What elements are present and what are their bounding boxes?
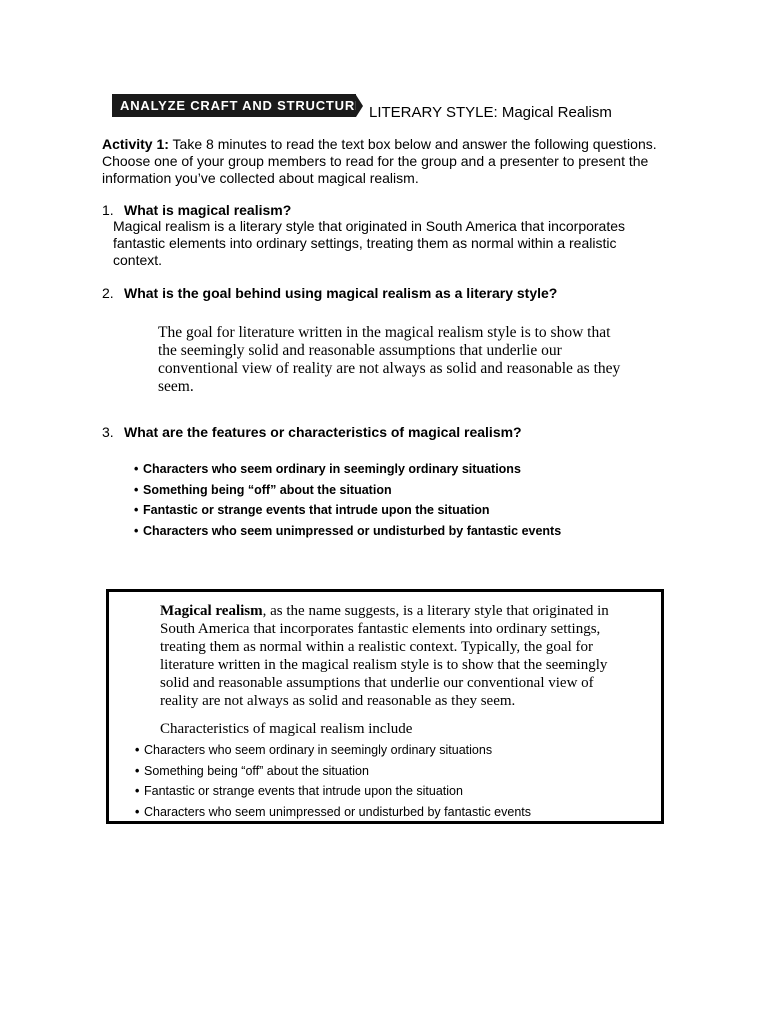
reading-text-box: [106, 589, 664, 824]
text-box-list: [135, 741, 531, 823]
bullet-icon: •: [135, 804, 140, 819]
section-banner: [112, 94, 612, 121]
page-title: LITERARY STYLE: Magical Realism: [369, 104, 612, 121]
question-text: What is magical realism?: [124, 202, 292, 218]
bullet-icon: •: [134, 523, 139, 538]
list-item: • Fantastic or strange events that intrude upon the situation: [134, 503, 490, 517]
bullet-icon: •: [135, 743, 140, 757]
banner-label: ANALYZE CRAFT AND STRUCTURE: [112, 94, 356, 117]
list-item: • Characters who seem unimpressed or undisturbed by fantastic events: [135, 804, 531, 819]
activity-instructions: [102, 136, 662, 187]
list-item: • Characters who seem unimpressed or undisturbed by fantastic events: [134, 523, 562, 538]
question-number: 3.: [102, 424, 114, 440]
question-3: [102, 424, 522, 441]
question-text: What are the features or characteristics of magical realism?: [124, 424, 522, 440]
activity-label: Activity 1:: [102, 136, 169, 152]
question-number: 1.: [102, 202, 114, 218]
answer-1: Magical realism is a literary style that originated in South America that incorporates fantastic elements into ordinary settings, treating them as normal within a realistic context.: [113, 218, 626, 268]
text-box-paragraph: Magical realism, as the name suggests, is a literary style that originated in South America that incorporates fantastic elements into ordinary settings, treating them as normal within a realistic context. Typically, the goal for literature written in the magical realism style is to show that the seemingly solid and reasonable assumptions that underlie our conventional view of reality are not always as solid and reasonable as they seem.: [160, 603, 609, 709]
bullet-icon: •: [135, 763, 140, 778]
list-item: • Fantastic or strange events that intrude upon the situation: [135, 784, 463, 798]
question-text: What is the goal behind using magical realism as a literary style?: [124, 285, 558, 301]
question-number: 2.: [102, 285, 114, 301]
bullet-icon: •: [134, 482, 139, 497]
answer-3-list: [134, 460, 561, 542]
bullet-icon: •: [135, 784, 140, 798]
list-item: • Characters who seem ordinary in seemingly ordinary situations: [135, 743, 493, 757]
bullet-icon: •: [134, 462, 139, 476]
text-box-term: Magical realism: [160, 603, 263, 619]
question-1: [102, 202, 291, 219]
question-2: [102, 285, 557, 302]
activity-text: Take 8 minutes to read the text box below and answer the following questions. Choose one of your group members to read for the group and a presenter to present the information you’ve collected about magical realism.: [102, 136, 657, 186]
text-box-subheading: Characteristics of magical realism include: [160, 721, 413, 737]
answer-2: The goal for literature written in the magical realism style is to show that the seemingly solid and reasonable assumptions that underlie our conventional view of reality are not always as solid and reasonable as they seem.: [158, 324, 621, 395]
list-item: • Characters who seem ordinary in seemingly ordinary situations: [134, 462, 521, 476]
list-item: • Something being “off” about the situation: [135, 763, 369, 778]
bullet-icon: •: [134, 503, 139, 517]
list-item: • Something being “off” about the situation: [134, 482, 392, 497]
banner-arrow-icon: [356, 95, 363, 117]
